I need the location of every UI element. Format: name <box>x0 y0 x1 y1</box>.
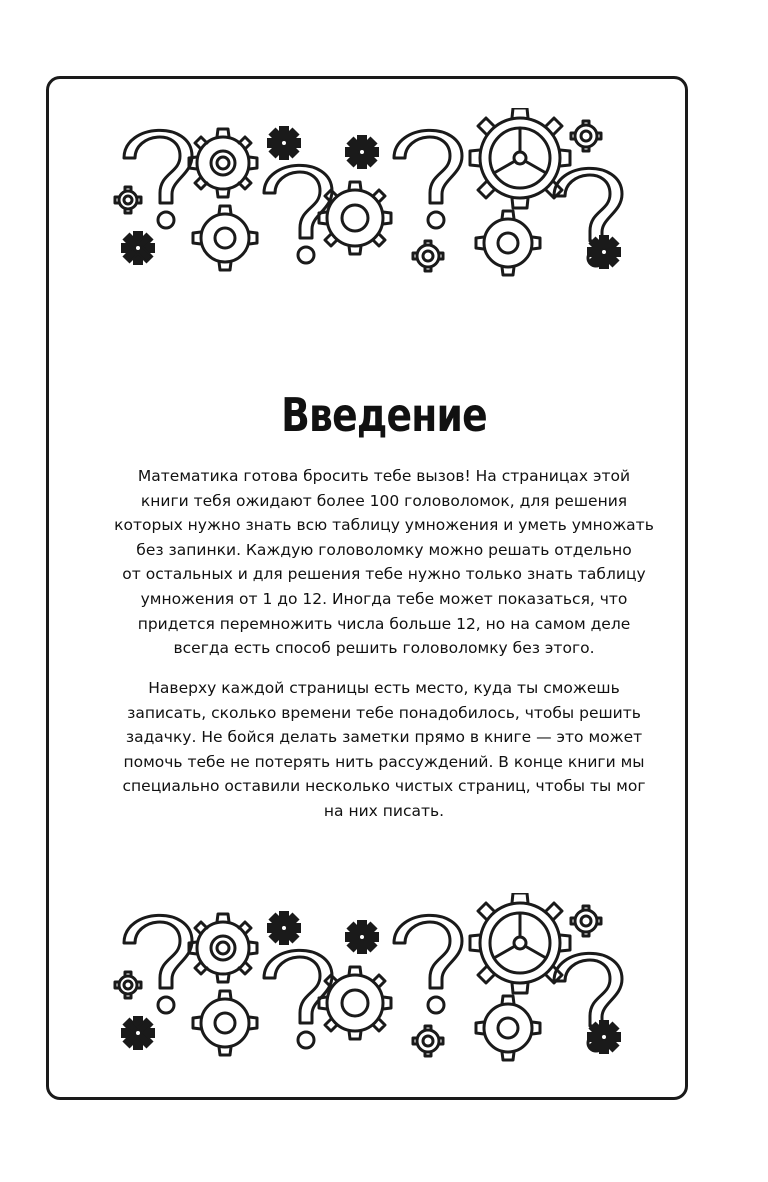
gear-icon <box>122 1017 154 1049</box>
bottom-decoration <box>110 893 630 1063</box>
gear-icon <box>115 187 141 213</box>
gear-icon <box>413 241 443 271</box>
gear-icon <box>571 906 601 936</box>
gear-icon <box>588 236 620 268</box>
question-mark-icon <box>264 165 332 263</box>
question-mark-icon <box>394 915 462 1013</box>
gear-icon <box>189 129 257 197</box>
question-mark-icon <box>264 950 332 1048</box>
top-decoration <box>110 108 630 278</box>
question-mark-icon <box>124 915 192 1013</box>
gear-icon <box>193 991 257 1055</box>
gear-icon <box>319 967 391 1039</box>
gear-icon <box>268 912 300 944</box>
gear-icon <box>476 996 540 1060</box>
gear-icon <box>193 206 257 270</box>
gear-icon <box>588 1021 620 1053</box>
gear-icon <box>115 972 141 998</box>
question-mark-icon <box>124 130 192 228</box>
gear-icon <box>476 211 540 275</box>
gear-icon <box>413 1026 443 1056</box>
intro-paragraph-2: Наверху каждой страницы есть место, куда ты сможешь записать, сколько времени тебе понадобилось, чтобы решить задачку. Не бойся делать заметки прямо в книге — это может помочь тебе не потерять нить рассуждений. В конце книги мы специально оставили несколько чистых страниц, чтобы ты мог на них писать. <box>122 679 646 820</box>
gear-icon <box>319 182 391 254</box>
gear-icon <box>346 921 378 953</box>
question-mark-icon <box>394 130 462 228</box>
gear-icon <box>122 232 154 264</box>
gear-icon <box>346 136 378 168</box>
gear-icon <box>268 127 300 159</box>
gear-icon <box>189 914 257 982</box>
page-title: Введение <box>281 388 487 442</box>
gear-icon <box>571 121 601 151</box>
intro-paragraph-1: Математика готова бросить тебе вызов! На страницах этой книги тебя ожидают более 100 головоломок, для решения которых нужно знать всю таблицу умножения и уметь умножать без запинки. Каждую головоломку можно решать отдельно от остальных и для решения тебе нужно только знать таблицу умножения от 1 до 12. Иногда тебе может показаться, что придется перемножить числа больше 12, но на самом деле всегда есть способ решить головоломку без этого. <box>114 467 654 658</box>
